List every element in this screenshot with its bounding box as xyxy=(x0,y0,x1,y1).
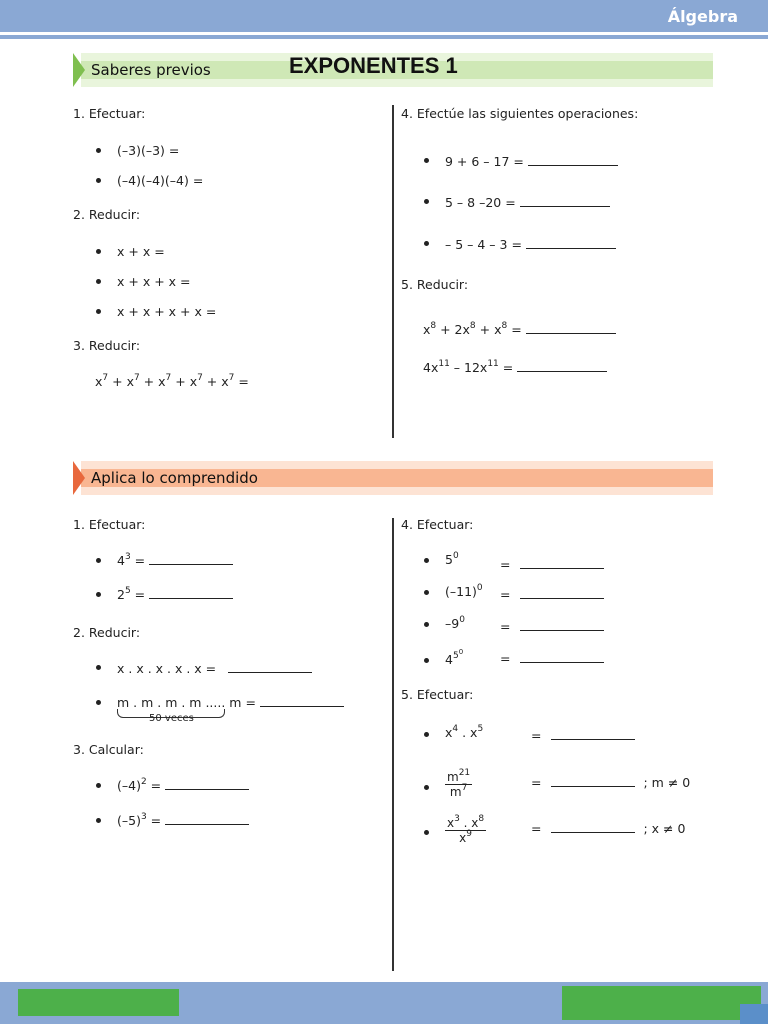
answer-blank[interactable] xyxy=(551,727,635,740)
exercise: 5 – 8 –20 = xyxy=(445,194,610,210)
answer-blank[interactable] xyxy=(526,236,616,249)
equals-sign: = xyxy=(500,650,604,666)
exercise-base: $(-11)^0$ xyxy=(445,583,483,599)
exercise-base: $5^0$ xyxy=(445,551,459,567)
exercise: $(-5)^3$ = xyxy=(117,812,249,828)
bullet xyxy=(96,279,101,284)
answer-blank[interactable] xyxy=(520,618,604,631)
bullet xyxy=(96,178,101,183)
footer-green-box-right xyxy=(562,986,761,1020)
bullet xyxy=(96,783,101,788)
exercise: x + x + x = xyxy=(117,274,191,289)
exercise: (–3)(–3) = xyxy=(117,143,180,158)
answer-blank[interactable] xyxy=(520,556,604,569)
question-label: 2. Reducir: xyxy=(73,207,141,222)
bullet xyxy=(424,732,429,737)
exercise-base: $-9^0$ xyxy=(445,615,465,631)
bullet xyxy=(96,558,101,563)
column-divider xyxy=(392,518,394,971)
header-underline xyxy=(0,35,768,39)
answer-blank[interactable] xyxy=(260,694,344,707)
fraction: $\frac{x^3 . x^8}{x^9}$ xyxy=(447,814,485,845)
bullet xyxy=(424,199,429,204)
question-label: 3. Calcular: xyxy=(73,742,144,757)
subject-title: Álgebra xyxy=(667,7,738,26)
exercise: $x^4$ . $x^5$ xyxy=(445,724,484,740)
bullet xyxy=(96,592,101,597)
answer-blank[interactable] xyxy=(517,359,607,372)
answer-blank[interactable] xyxy=(228,660,312,673)
bullet xyxy=(424,622,429,627)
answer-blank[interactable] xyxy=(520,586,604,599)
exercise-sum: $x^7 + x^7 + x^7 + x^7 + x^7$ = xyxy=(95,373,249,389)
arrow-icon xyxy=(73,461,85,495)
exercise: $x^8 + 2x^8 + x^8$ = xyxy=(423,321,616,337)
arrow-icon xyxy=(73,53,85,87)
question-label: 1. Efectuar: xyxy=(73,106,146,121)
equals-sign: = xyxy=(500,618,604,634)
exercise: x + x + x + x = xyxy=(117,304,217,319)
answer-blank[interactable] xyxy=(528,153,618,166)
section-heading: Aplica lo comprendido xyxy=(91,469,258,487)
exercise-base: $4^{50}$ xyxy=(445,648,464,667)
answer-blank[interactable] xyxy=(520,650,604,663)
page-title: EXPONENTES 1 xyxy=(289,53,458,78)
exercise: 9 + 6 – 17 = xyxy=(445,153,618,169)
bullet xyxy=(424,830,429,835)
bullet xyxy=(424,658,429,663)
bullet xyxy=(424,558,429,563)
condition: ; m ≠ 0 xyxy=(643,775,691,790)
exercise: x + x = xyxy=(117,244,165,259)
exercise: $(-4)^2$ = xyxy=(117,777,249,793)
bullet xyxy=(424,241,429,246)
exercise: – 5 – 4 – 3 = xyxy=(445,236,616,252)
bullet xyxy=(424,158,429,163)
question-label: 3. Reducir: xyxy=(73,338,141,353)
column-divider xyxy=(392,105,394,438)
bullet xyxy=(96,700,101,705)
condition: ; x ≠ 0 xyxy=(643,821,686,836)
bullet xyxy=(424,590,429,595)
exercise: m . m . m . m ..... m = xyxy=(117,694,344,710)
question-label: 4. Efectuar: xyxy=(401,517,474,532)
fraction: $\frac{m^{21}}{m^7}$ xyxy=(447,768,471,799)
question-label: 1. Efectuar: xyxy=(73,517,146,532)
equals-sign: = ; m ≠ 0 xyxy=(531,775,691,790)
equals-sign: = xyxy=(500,586,604,602)
exercise: x . x . x . x . x = xyxy=(117,660,312,676)
equals-sign: = xyxy=(500,556,604,572)
answer-blank[interactable] xyxy=(551,820,635,833)
footer-green-box-left xyxy=(18,989,179,1016)
brace-label: 50 veces xyxy=(149,713,194,724)
equals-sign: = xyxy=(531,727,635,743)
exercise: $4x^{11} - 12x^{11}$ = xyxy=(423,359,607,375)
bullet xyxy=(96,818,101,823)
exercise: $2^5$ = xyxy=(117,586,233,602)
question-label: 4. Efectúe las siguientes operaciones: xyxy=(401,106,639,121)
bullet xyxy=(96,148,101,153)
bullet xyxy=(424,785,429,790)
exercise: (–4)(–4)(–4) = xyxy=(117,173,204,188)
question-label: 2. Reducir: xyxy=(73,625,141,640)
question-label: 5. Reducir: xyxy=(401,277,469,292)
exercise: $4^3$ = xyxy=(117,552,233,568)
answer-blank[interactable] xyxy=(149,552,233,565)
footer-blue-tab xyxy=(740,1004,768,1024)
equals-sign: = ; x ≠ 0 xyxy=(531,821,686,836)
bullet xyxy=(96,665,101,670)
answer-blank[interactable] xyxy=(526,321,616,334)
answer-blank[interactable] xyxy=(149,586,233,599)
bullet xyxy=(96,249,101,254)
question-label: 5. Efectuar: xyxy=(401,687,474,702)
section-banner-aplica xyxy=(73,461,713,495)
top-header-bar xyxy=(0,0,768,32)
answer-blank[interactable] xyxy=(165,777,249,790)
answer-blank[interactable] xyxy=(165,812,249,825)
section-heading: Saberes previos xyxy=(91,61,211,79)
answer-blank[interactable] xyxy=(520,194,610,207)
bullet xyxy=(96,309,101,314)
answer-blank[interactable] xyxy=(551,774,635,787)
